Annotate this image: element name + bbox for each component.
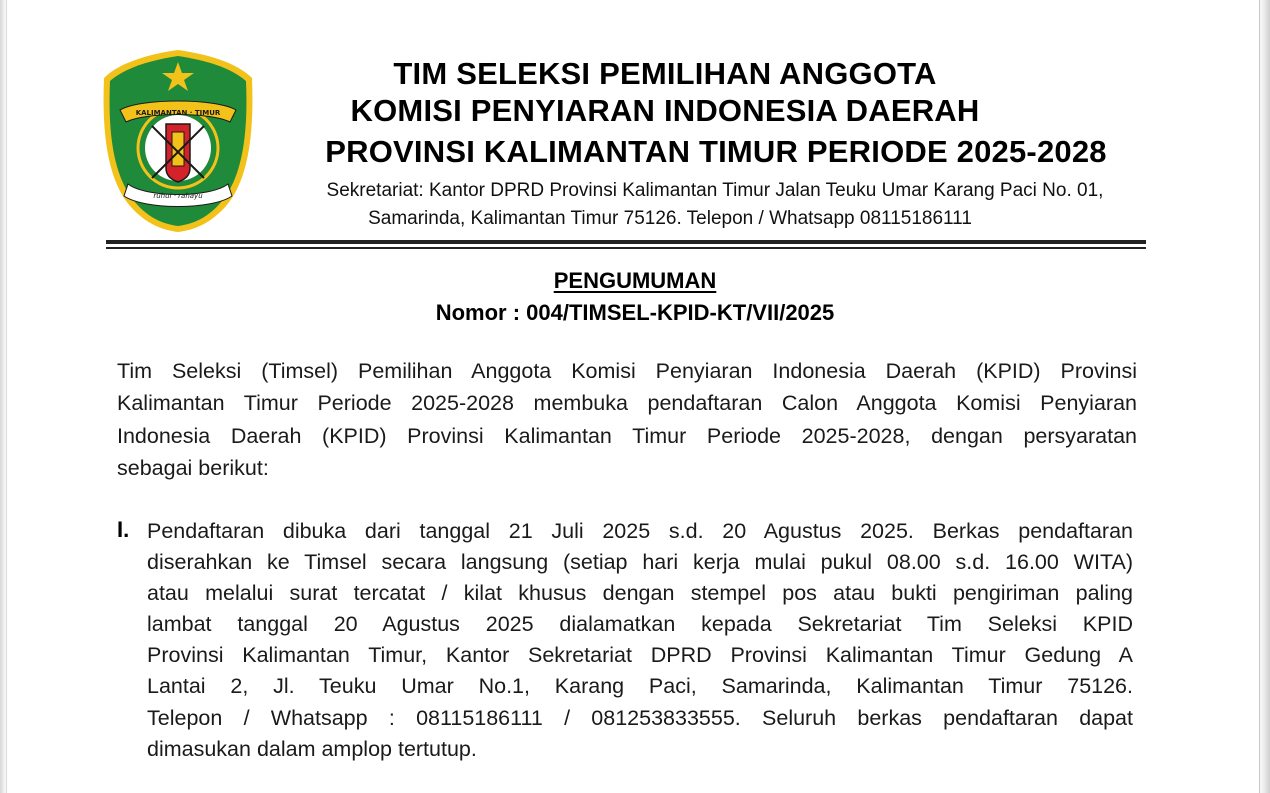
list-item-line: Pendaftaran dibuka dari tanggal 21 Juli 2025 s.d. 20 Agustus 2025. Berkas pendaftaran — [147, 519, 1133, 543]
list-item-line: Telepon / Whatsapp : 08115186111 / 081253833555. Seluruh berkas pendaftaran dapat — [147, 705, 1133, 730]
page-right-edge-line — [1259, 0, 1260, 793]
secretariat-line-1: Sekretariat: Kantor DPRD Provinsi Kalimantan Timur Jalan Teuku Umar Karang Paci No. 01, — [326, 180, 1104, 201]
list-item-line: Lantai 2, Jl. Teuku Umar No.1, Karang Paci, Samarinda, Kalimantan Timur 75126. — [147, 674, 1133, 699]
list-item-marker: I. — [117, 517, 130, 542]
motto-text: ruhui · rahayu — [153, 192, 203, 200]
intro-line: Tim Seleksi (Timsel) Pemilihan Anggota Komisi Penyiaran Indonesia Daerah (KPID) Provinsi — [117, 359, 1137, 383]
header-title-line-2: KOMISI PENYIARAN INDONESIA DAERAH — [350, 93, 980, 128]
intro-line: Kalimantan Timur Periode 2025-2028 membuka pendaftaran Calon Anggota Komisi Penyiaran — [117, 391, 1137, 416]
header-divider-thick — [106, 240, 1146, 244]
list-item-line: Provinsi Kalimantan Timur, Kantor Sekretariat DPRD Provinsi Kalimantan Timur Gedung A — [147, 643, 1133, 668]
document-number: Nomor : 004/TIMSEL-KPID-KT/VII/2025 — [435, 300, 835, 325]
list-item-line: dimasukan dalam amplop tertutup. — [147, 736, 477, 761]
intro-line: Indonesia Daerah (KPID) Provinsi Kalimantan Timur Periode 2025-2028, dengan persyaratan — [117, 423, 1137, 448]
intro-paragraph — [117, 355, 1137, 484]
header-divider-thin — [106, 247, 1146, 249]
header-title-line-1: TIM SELEKSI PEMILIHAN ANGGOTA — [393, 56, 937, 91]
list-item-line: diserahkan ke Timsel secara langsung (setiap hari kerja mulai pukul 08.00 s.d. 16.00 WITA) — [147, 550, 1133, 575]
header-title-line-3: PROVINSI KALIMANTAN TIMUR PERIODE 2025-2028 — [325, 134, 1107, 169]
page-left-edge-line — [6, 0, 7, 793]
list-item-line: atau melalui surat tercatat / kilat khusus dengan stempel pos atau bukti pengiriman paling — [147, 581, 1133, 606]
east-kalimantan-emblem-icon — [100, 48, 256, 234]
intro-line: sebagai berikut: — [117, 455, 269, 480]
secretariat-line-2: Samarinda, Kalimantan Timur 75126. Telepon / Whatsapp 08115186111 — [368, 208, 972, 229]
list-item — [147, 516, 1133, 765]
banner-text: KALIMANTAN · TIMUR — [135, 109, 221, 117]
list-item-line: lambat tanggal 20 Agustus 2025 dialamatkan kepada Sekretariat Tim Seleksi KPID — [147, 612, 1133, 637]
document-title: PENGUMUMAN — [553, 268, 717, 293]
